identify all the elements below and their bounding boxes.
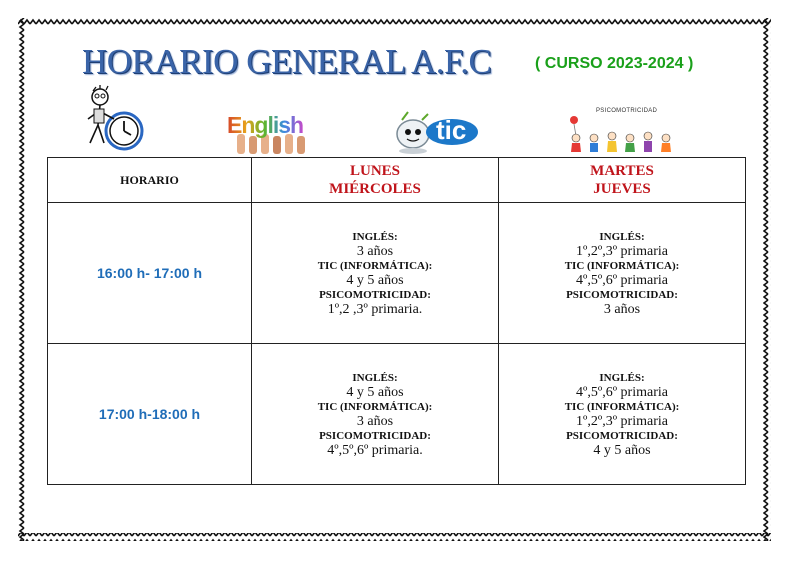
group-value: 3 años xyxy=(356,413,394,429)
subject-label: INGLÉS: xyxy=(352,230,398,243)
subject-label: INGLÉS: xyxy=(599,230,645,243)
column-header-lunes-miercoles xyxy=(252,158,499,203)
schedule-cell xyxy=(499,344,746,485)
group-value: 4º,5º,6º primaria xyxy=(576,272,668,288)
group-value: 1º,2 ,3º primaria. xyxy=(327,301,423,317)
group-value: 3 años xyxy=(356,243,394,259)
subject-label: PSICOMOTRICIDAD: xyxy=(566,288,678,301)
column-header-martes-jueves xyxy=(499,158,746,203)
group-value: 4 y 5 años xyxy=(346,384,404,400)
time-slot: 17:00 h-18:00 h xyxy=(48,344,252,485)
table-row xyxy=(48,203,746,344)
subject-label: TIC (INFORMÁTICA): xyxy=(564,400,680,413)
tic-logo xyxy=(388,108,480,154)
kids-playing-icon xyxy=(560,108,680,156)
subject-label: TIC (INFORMÁTICA): xyxy=(564,259,680,272)
day-label: MARTES xyxy=(590,163,654,179)
schedule-cell xyxy=(499,203,746,344)
column-header-horario-label: HORARIO xyxy=(120,172,179,187)
subject-label: PSICOMOTRICIDAD: xyxy=(319,429,431,442)
day-label: MIÉRCOLES xyxy=(329,181,421,197)
schedule-cell xyxy=(252,203,499,344)
table-header-row xyxy=(48,158,746,203)
time-slot: 16:00 h- 17:00 h xyxy=(48,203,252,344)
psicomotricidad-logo-text: PSICOMOTRICIDAD xyxy=(596,108,658,114)
subject-label: PSICOMOTRICIDAD: xyxy=(319,288,431,301)
subject-label: INGLÉS: xyxy=(599,371,645,384)
subject-label: INGLÉS: xyxy=(352,371,398,384)
group-value: 3 años xyxy=(603,301,641,317)
psicomotricidad-logo xyxy=(560,108,680,156)
subject-label: PSICOMOTRICIDAD: xyxy=(566,429,678,442)
clock-character-icon xyxy=(80,85,148,153)
page-title: HORARIO GENERAL A.F.C xyxy=(82,42,492,81)
day-label: JUEVES xyxy=(593,181,651,197)
english-logo-text: English xyxy=(227,112,304,138)
table-row xyxy=(48,344,746,485)
schedule-cell xyxy=(252,344,499,485)
day-label: LUNES xyxy=(349,163,401,179)
subject-label: TIC (INFORMÁTICA): xyxy=(317,259,433,272)
group-value: 1º,2º,3º primaria xyxy=(576,413,668,429)
english-logo xyxy=(227,112,319,154)
schedule-table xyxy=(47,157,746,485)
school-year-label: ( CURSO 2023-2024 ) xyxy=(535,55,694,72)
column-header-horario xyxy=(48,158,252,203)
group-value: 4 y 5 años xyxy=(346,272,404,288)
group-value: 4º,5º,6º primaria. xyxy=(327,442,423,458)
group-value: 4º,5º,6º primaria xyxy=(576,384,668,400)
subject-label: TIC (INFORMÁTICA): xyxy=(317,400,433,413)
group-value: 1º,2º,3º primaria xyxy=(576,243,668,259)
tic-logo-text: tic xyxy=(436,115,467,145)
group-value: 4 y 5 años xyxy=(593,442,651,458)
